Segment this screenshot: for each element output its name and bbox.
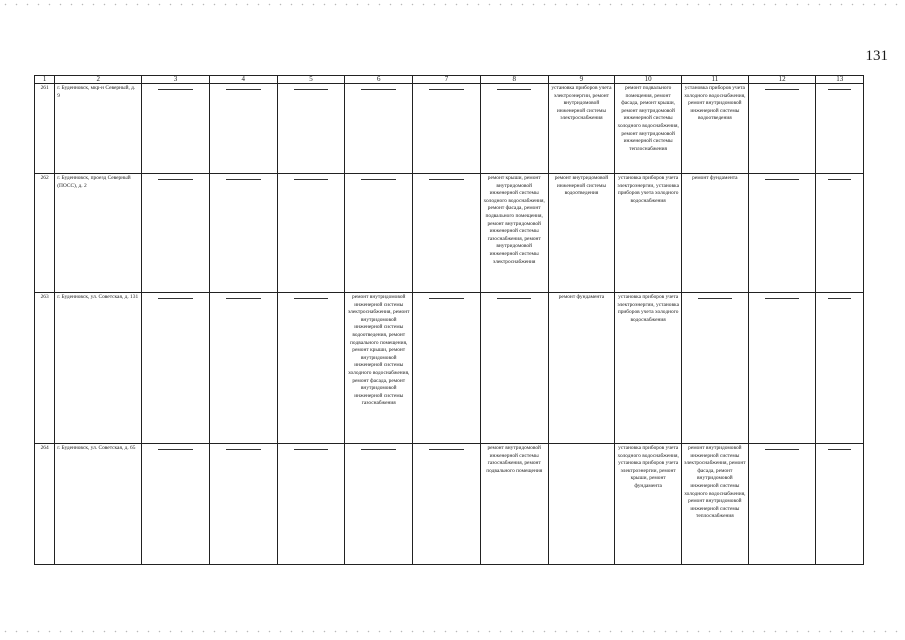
column-number: 4 (209, 76, 277, 84)
dash-mark (497, 89, 532, 90)
empty-dash-cell (682, 293, 749, 444)
empty-dash-cell (142, 444, 210, 565)
column-number: 11 (682, 76, 749, 84)
address-cell: г. Буденновск, проезд Северный (ПОСС), д. 2 (55, 174, 142, 293)
dash-mark (429, 449, 464, 450)
dash-mark (698, 298, 732, 299)
empty-dash-cell (748, 84, 816, 174)
column-number: 13 (816, 76, 864, 84)
column-number-row (35, 76, 864, 84)
empty-dash-cell (277, 174, 345, 293)
dash-mark (294, 298, 329, 299)
dash-mark (158, 179, 193, 180)
housing-repair-table (34, 75, 864, 565)
table-body (35, 84, 864, 565)
dash-mark (429, 179, 464, 180)
repair-work-cell: ремонт внутридомовой инженерной системы электроснабжения, ремонт внутридомовой инженерной системы водоотведения, ремонт подвального помещения, ремонт крыши, ремонт внутридомовой инженерной системы холодного водоснабжения, ремонт фасада, ремонт внутридомовой инженерной системы газоснабжения (345, 293, 413, 444)
empty-dash-cell (277, 444, 345, 565)
column-number: 12 (748, 76, 816, 84)
empty-dash-cell (816, 444, 864, 565)
column-number: 1 (35, 76, 55, 84)
empty-dash-cell (816, 84, 864, 174)
repair-work-cell: ремонт фундамента (548, 293, 615, 444)
repair-work-cell: ремонт фундамента (682, 174, 749, 293)
repair-work-cell: ремонт внутридомовой инженерной системы водоотведения (548, 174, 615, 293)
repair-work-cell: установка приборов учета электроэнергии, ремонт внутридомовой инженерной системы электроснабжения (548, 84, 615, 174)
empty-dash-cell (345, 174, 413, 293)
dash-mark (294, 89, 329, 90)
empty-dash-cell (142, 84, 210, 174)
table-row (35, 84, 864, 174)
empty-dash-cell (209, 293, 277, 444)
repair-work-cell: ремонт крыши, ремонт внутридомовой инженерной системы холодного водоснабжения, ремонт фасада, ремонт подвального помещения, ремонт внутридомовой инженерной системы газоснабжения, ремонт внутридомовой инженерной системы электроснабжения (480, 174, 548, 293)
empty-dash-cell (816, 174, 864, 293)
empty-dash-cell (142, 293, 210, 444)
column-number: 3 (142, 76, 210, 84)
column-number: 6 (345, 76, 413, 84)
dash-mark (828, 89, 851, 90)
address-cell: г. Буденновск, ул. Советская, д. 65 (55, 444, 142, 565)
column-number: 9 (548, 76, 615, 84)
column-number: 2 (55, 76, 142, 84)
column-number: 8 (480, 76, 548, 84)
empty-dash-cell (277, 84, 345, 174)
repair-work-cell: ремонт внутридомовой инженерной системы газоснабжения, ремонт подвального помещения (480, 444, 548, 565)
column-number: 5 (277, 76, 345, 84)
dash-mark (158, 89, 193, 90)
repair-work-cell: установка приборов учета холодного водоснабжения, ремонт внутридомовой инженерной системы водоотведения (682, 84, 749, 174)
empty-dash-cell (345, 444, 413, 565)
column-number: 10 (615, 76, 682, 84)
dash-mark (226, 89, 261, 90)
dash-mark (361, 449, 396, 450)
dash-mark (429, 89, 464, 90)
dash-mark (158, 449, 193, 450)
empty-dash-cell (209, 84, 277, 174)
dash-mark (361, 179, 396, 180)
empty-dash-cell (748, 293, 816, 444)
repair-work-cell: установка приборов учета холодного водоснабжения, установка приборов учета электроэнергии, ремонт крыши, ремонт фундамента (615, 444, 682, 565)
dash-mark (765, 89, 800, 90)
row-number: 263 (35, 293, 55, 444)
dash-mark (497, 298, 532, 299)
empty-dash-cell (209, 444, 277, 565)
empty-dash-cell (413, 293, 481, 444)
repair-work-cell: установка приборов учета электроэнергии, установка приборов учета холодного водоснабжения (615, 293, 682, 444)
dash-mark (429, 298, 464, 299)
dash-mark (158, 298, 193, 299)
dash-mark (765, 298, 800, 299)
dash-mark (765, 449, 800, 450)
scan-artifact-bottom (0, 630, 905, 633)
empty-dash-cell (345, 84, 413, 174)
table-row (35, 174, 864, 293)
empty-dash-cell (142, 174, 210, 293)
dash-mark (226, 298, 261, 299)
column-number: 7 (413, 76, 481, 84)
dash-mark (828, 298, 851, 299)
empty-dash-cell (816, 293, 864, 444)
empty-dash-cell (209, 174, 277, 293)
row-number: 262 (35, 174, 55, 293)
address-cell: г. Буденновск, ул. Советская, д. 131 (55, 293, 142, 444)
repair-work-cell: ремонт внутридомовой инженерной системы электроснабжения, ремонт фасада, ремонт внутридомовой инженерной системы холодного водоснабжения, ремонт внутридомовой инженерной системы теплоснабжения (682, 444, 749, 565)
empty-dash-cell (748, 444, 816, 565)
row-number: 264 (35, 444, 55, 565)
empty-dash-cell (748, 174, 816, 293)
dash-mark (226, 449, 261, 450)
dash-mark (828, 449, 851, 450)
blank-cell (548, 444, 615, 565)
page-number: 131 (865, 48, 888, 64)
dash-mark (828, 179, 851, 180)
dash-mark (361, 89, 396, 90)
scan-artifact-top (0, 3, 905, 6)
empty-dash-cell (413, 84, 481, 174)
address-cell: г. Буденновск, мкр-н Северный, д. 9 (55, 84, 142, 174)
empty-dash-cell (277, 293, 345, 444)
repair-work-cell: установка приборов учета электроэнергии, установка приборов учета холодного водоснабжения (615, 174, 682, 293)
row-number: 261 (35, 84, 55, 174)
dash-mark (294, 179, 329, 180)
empty-dash-cell (480, 84, 548, 174)
dash-mark (765, 179, 800, 180)
empty-dash-cell (413, 174, 481, 293)
table-row (35, 293, 864, 444)
table-row (35, 444, 864, 565)
dash-mark (226, 179, 261, 180)
empty-dash-cell (413, 444, 481, 565)
repair-work-cell: ремонт подвального помещения, ремонт фасада, ремонт крыши, ремонт внутридомовой инженерной системы холодного водоснабжения, ремонт внутридомовой инженерной системы теплоснабжения (615, 84, 682, 174)
dash-mark (294, 449, 329, 450)
empty-dash-cell (480, 293, 548, 444)
